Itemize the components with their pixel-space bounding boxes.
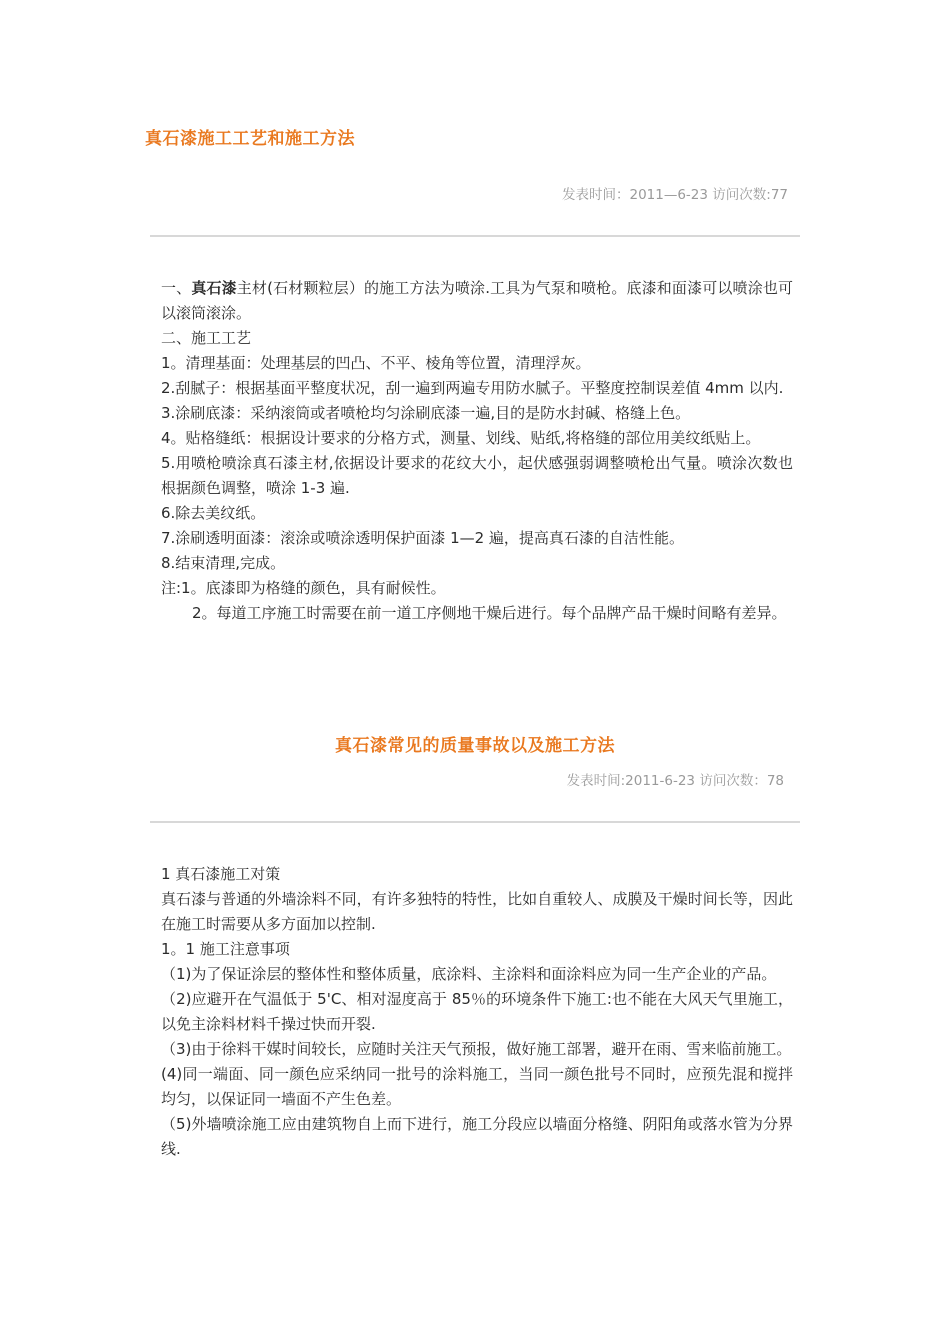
paragraph: 注:1。底漆即为格缝的颜色，具有耐候性。 [161,579,446,597]
paragraph: 8.结束清理,完成。 [161,554,286,572]
paragraph: 3.涂刷底漆：采纳滚筒或者喷枪均匀涂刷底漆一遍,目的是防水封碱、格缝上色。 [161,404,691,422]
paragraph: 2.刮腻子：根据基面平整度状况，刮一遍到两遍专用防水腻子。平整度控制误差值 4mm 以内. [161,379,784,397]
article-title-1: 真石漆施工工艺和施工方法 [145,129,355,149]
paragraph: 真石漆与普通的外墙涂料不同，有许多独特的特性，比如自重较人、成膜及干燥时间长等，因此在施工时需要从多方面加以控制. [161,890,793,933]
paragraph: 1。清理基面：处理基层的凹凸、不平、棱角等位置，清理浮灰。 [161,354,591,372]
paragraph: （2)应避开在气温低于 5'C、相对湿度高于 85％的环境条件下施工:也不能在大风天气里施工，以免主涂料材料千操过快而开裂. [161,990,793,1033]
paragraph: (4)同一端面、同一颜色应采纳同一批号的涂料施工，当同一颜色批号不同时，应预先混和搅拌均匀，以保证同一墙面不产生色差。 [161,1065,793,1108]
paragraph: 6.除去美纹纸。 [161,504,266,522]
article-meta-2: 发表时间:2011-6-23 访问次数：78 [566,773,784,789]
article-body-2 [161,862,793,1162]
paragraph: （5)外墙喷涂施工应由建筑物自上而下进行，施工分段应以墙面分格缝、阴阳角或落水管为分界线. [161,1115,793,1158]
paragraph: 5.用喷枪喷涂真石漆主材,依据设计要求的花纹大小，起伏感强弱调整喷枪出气量。喷涂次数也根据颜色调整，喷涂 1-3 遍. [161,454,793,497]
divider-1 [150,235,800,237]
intro-prefix: 一、 [161,279,192,297]
paragraph: （1)为了保证涂层的整体性和整体质量，底涂料、主涂料和面涂料应为同一生产企业的产品。 [161,965,777,983]
paragraph: （3)由于徐料干媒时间较长，应随时关注天气预报，做好施工部署，避开在雨、雪来临前施工。 [161,1040,792,1058]
divider-2 [150,821,800,823]
paragraph: 1 真石漆施工对策 [161,865,281,883]
intro-bold-term: 真石漆 [191,279,237,297]
article-body-1 [161,276,793,626]
paragraph: 7.涂刷透明面漆：滚涂或喷涂透明保护面漆 1—2 遍，提高真石漆的自洁性能。 [161,529,684,547]
paragraph: 1。1 施工注意事项 [161,940,290,958]
intro-rest: 主材(石材颗粒层）的施工方法为喷涂.工具为气泵和喷枪。底漆和面漆可以喷涂也可以滚筒滚涂。 [161,279,793,322]
intro-paragraph [161,276,793,326]
paragraph: 4。贴格缝纸：根据设计要求的分格方式，测量、划线、贴纸,将格缝的部位用美纹纸贴上。 [161,429,761,447]
article-title-2: 真石漆常见的质量事故以及施工方法 [335,736,615,756]
note-paragraph: 2。每道工序施工时需要在前一道工序侧地干燥后进行。每个品牌产品干燥时间略有差异。 [192,604,787,622]
article-meta-1: 发表时间：2011—6-23 访问次数:77 [561,187,788,203]
paragraph: 二、施工工艺 [161,329,252,347]
